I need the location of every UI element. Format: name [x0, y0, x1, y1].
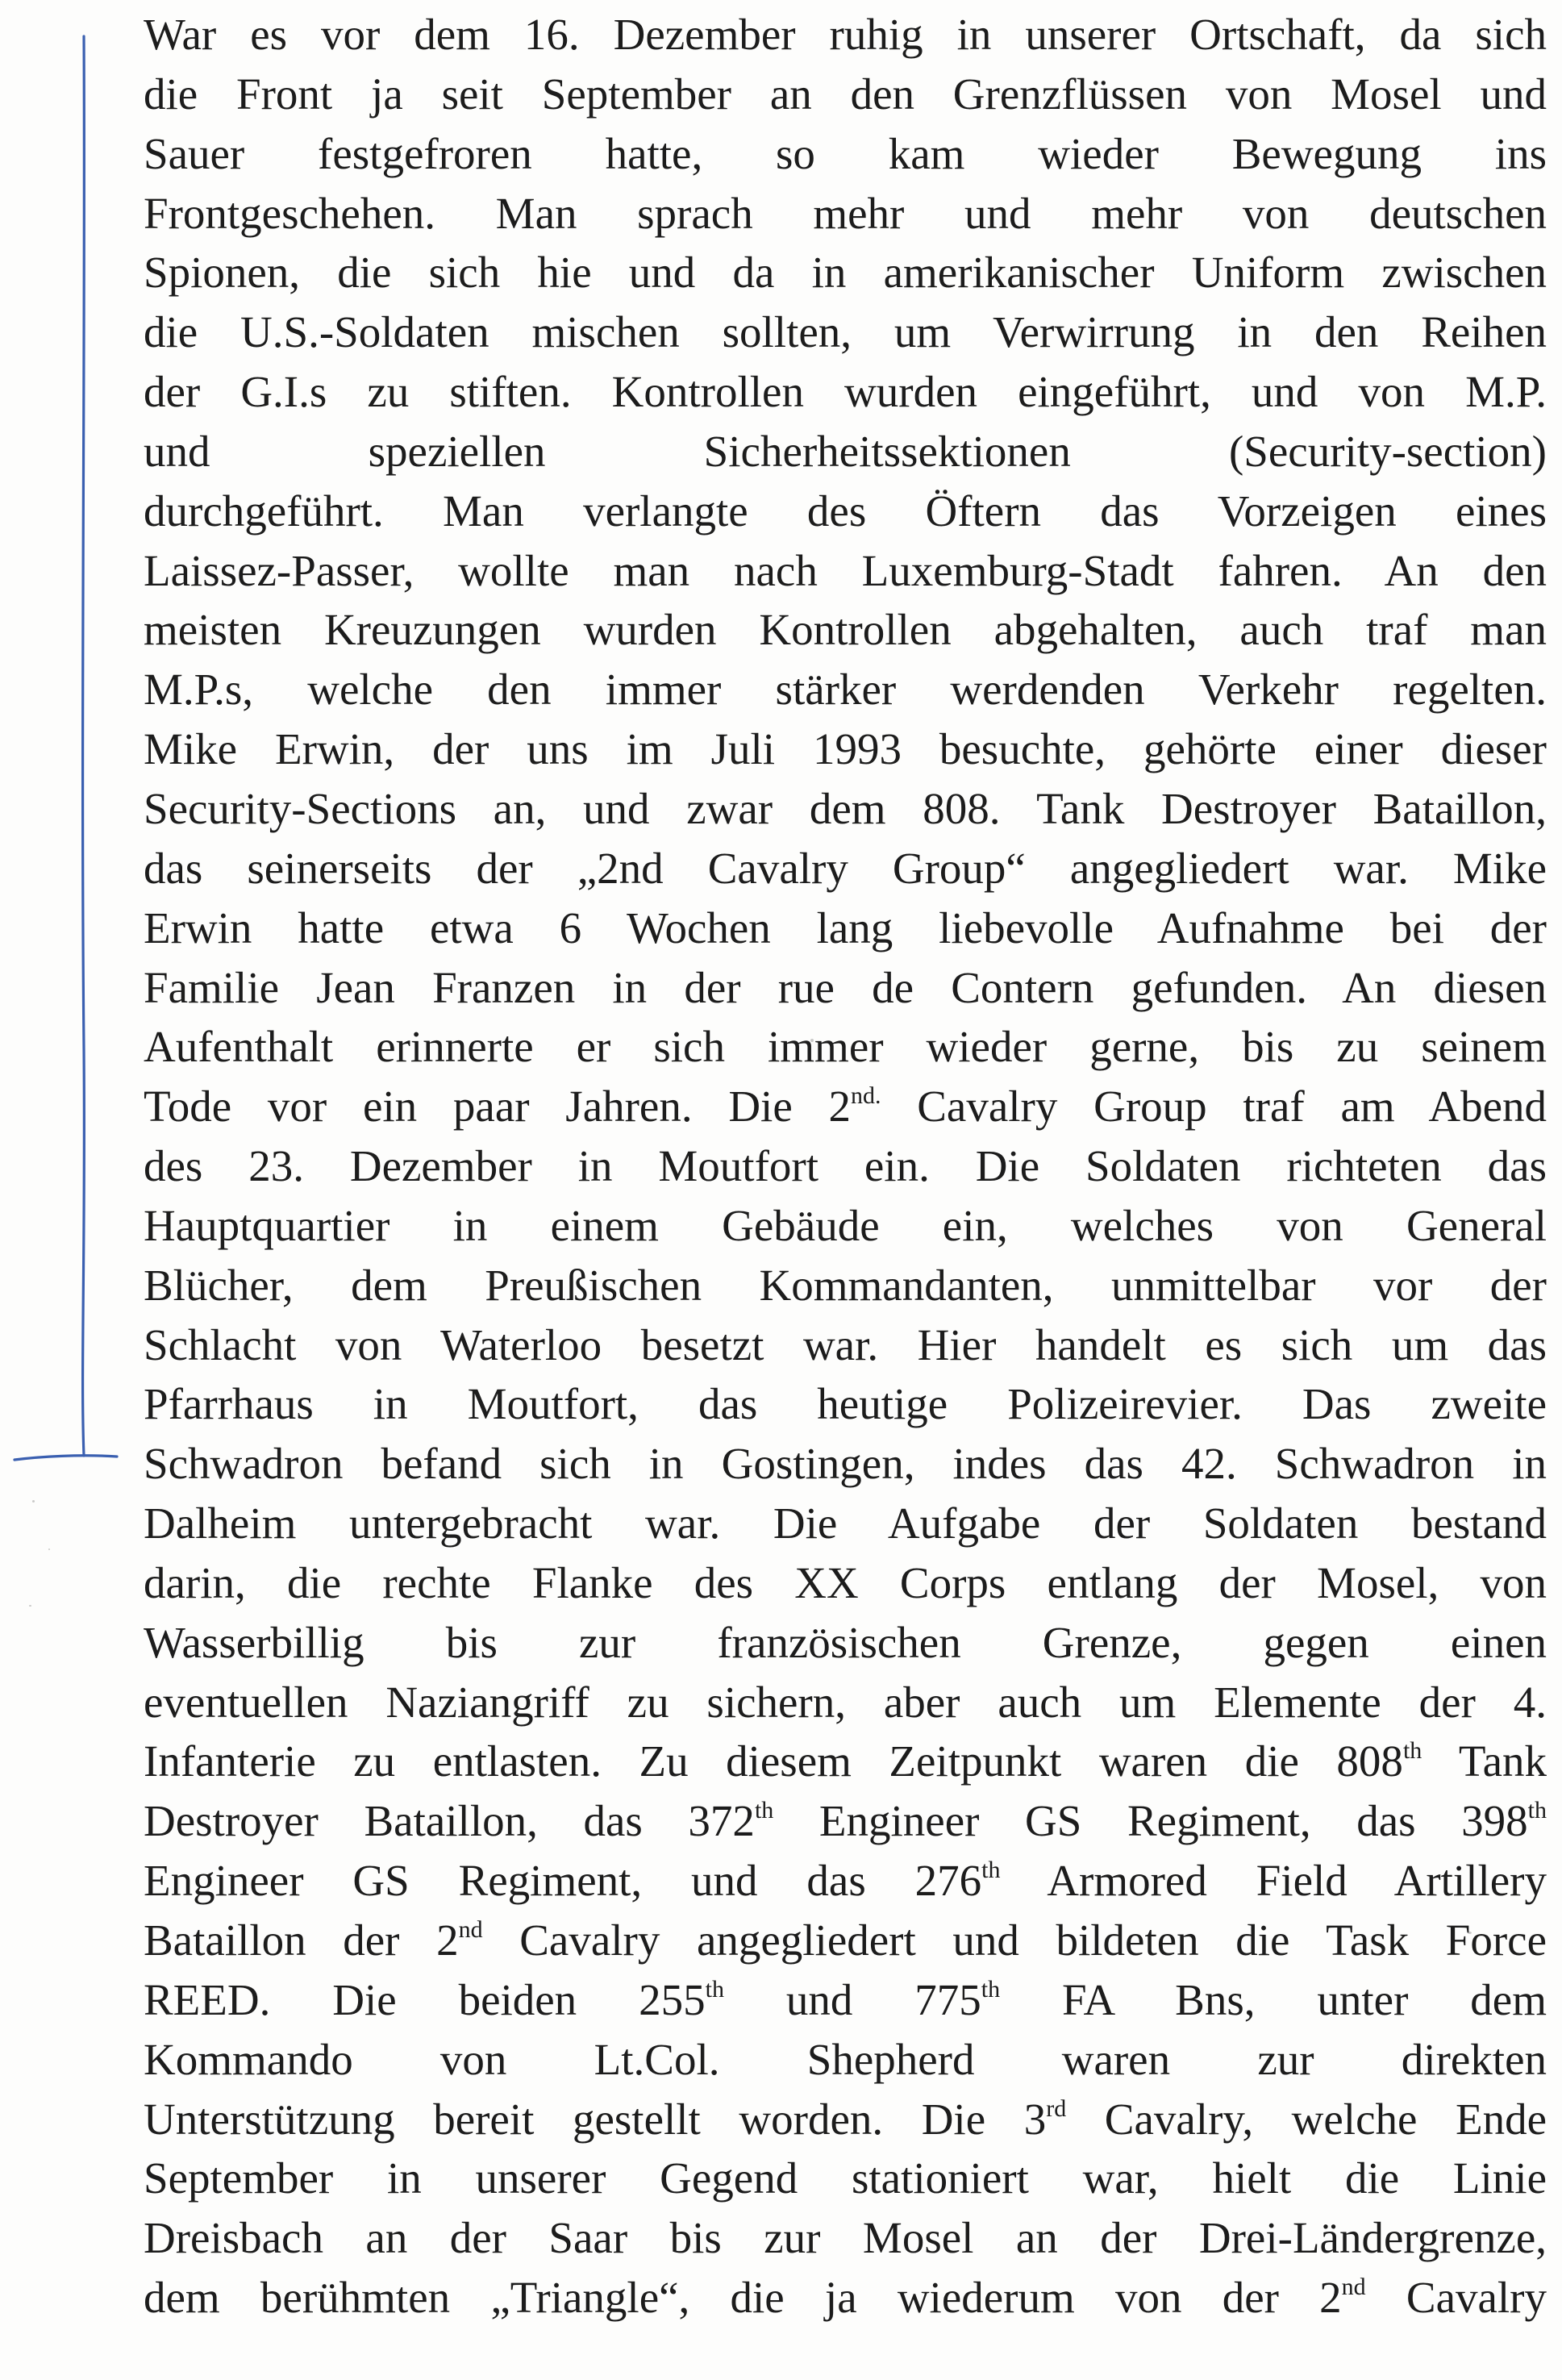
text-segment: Cavalry angegliedert und bildeten die Task Force [482, 1915, 1547, 1965]
text-segment: Hauptquartier in einem Gebäude ein, welches von General [144, 1200, 1547, 1250]
text-line [144, 898, 1547, 958]
text-line [144, 1315, 1547, 1375]
ordinal-superscript: th [981, 1857, 1001, 1884]
text-segment: Armored Field Artillery [1000, 1856, 1547, 1906]
text-segment: Cavalry [1365, 2273, 1547, 2323]
text-segment: Tode vor ein paar Jahren. Die 2 [144, 1082, 851, 1132]
margin-pen-mark [0, 0, 161, 2380]
text-line [144, 5, 1547, 65]
text-segment: das seinerseits der „2nd Cavalry Group“ angegliedert war. Mike [144, 843, 1547, 893]
text-segment: Pfarrhaus in Moutfort, das heutige Polizeirevier. Das zweite [144, 1379, 1547, 1429]
ordinal-superscript: nd [1341, 2274, 1366, 2301]
text-segment: meisten Kreuzungen wurden Kontrollen abgehalten, auch traf man [144, 605, 1547, 655]
text-line [144, 1017, 1547, 1077]
text-line [144, 184, 1547, 244]
text-line [144, 1911, 1547, 1970]
text-segment: die U.S.-Soldaten mischen sollten, um Verwirrung in den Reihen [144, 307, 1547, 357]
text-segment: Sauer festgefroren hatte, so kam wieder Bewegung ins [144, 128, 1547, 178]
ordinal-superscript: nd [458, 1916, 483, 1943]
text-line [144, 243, 1547, 302]
text-line [144, 541, 1547, 601]
text-segment: Erwin hatte etwa 6 Wochen lang liebevolle Aufnahme bei der [144, 902, 1547, 952]
text-line [144, 1732, 1547, 1791]
ordinal-superscript: th [981, 1975, 1001, 2003]
ordinal-superscript: rd [1046, 2094, 1067, 2122]
text-line [144, 1196, 1547, 1256]
text-segment: Aufenthalt erinnerte er sich immer wieder gerne, bis zu seinem [144, 1022, 1547, 1072]
text-line [144, 124, 1547, 184]
text-segment: der G.I.s zu stiften. Kontrollen wurden eingeführt, und von M.P. [144, 367, 1547, 417]
text-segment: Engineer GS Regiment, das 398 [773, 1796, 1528, 1846]
text-line [144, 362, 1547, 422]
text-line [144, 422, 1547, 481]
text-segment: Wasserbillig bis zur französischen Grenze, gegen einen [144, 1617, 1547, 1667]
ordinal-superscript: th [1402, 1737, 1422, 1765]
text-segment: Engineer GS Regiment, und das 276 [144, 1856, 982, 1906]
text-line [144, 1673, 1547, 1732]
text-line [144, 1494, 1547, 1553]
text-segment: FA Bns, unter dem [1000, 1974, 1547, 2024]
text-line [144, 302, 1547, 362]
text-line [144, 1136, 1547, 1196]
text-segment: eventuellen Naziangriff zu sichern, aber auch um Elemente der 4. [144, 1677, 1547, 1727]
text-line [144, 958, 1547, 1018]
text-segment: Dreisbach an der Saar bis zur Mosel an der Drei-Ländergrenze, [144, 2213, 1547, 2263]
text-segment: Schwadron befand sich in Gostingen, indes das 42. Schwadron in [144, 1439, 1547, 1489]
text-line [144, 779, 1547, 839]
text-segment: durchgeführt. Man verlangte des Öftern das Vorzeigen eines [144, 486, 1547, 536]
ordinal-superscript: th [705, 1975, 724, 2003]
text-segment: Schlacht von Waterloo besetzt war. Hier handelt es sich um das [144, 1319, 1547, 1369]
text-line [144, 600, 1547, 660]
text-line [144, 65, 1547, 124]
text-line [144, 2208, 1547, 2268]
text-segment: und speziellen Sicherheitssektionen (Security-section) [144, 426, 1547, 476]
text-segment: dem berühmten „Triangle“, die ja wiederum von der 2 [144, 2273, 1342, 2323]
text-segment: REED. Die beiden 255 [144, 1974, 706, 2024]
text-segment: Mike Erwin, der uns im Juli 1993 besuchte, gehörte einer dieser [144, 724, 1547, 774]
text-segment: Kommando von Lt.Col. Shepherd waren zur direkten [144, 2034, 1547, 2084]
text-segment: die Front ja seit September an den Grenzflüssen von Mosel und [144, 69, 1547, 119]
ordinal-superscript: nd. [851, 1082, 881, 1110]
text-segment: des 23. Dezember in Moutfort ein. Die Soldaten richteten das [144, 1141, 1547, 1191]
text-segment: Dalheim untergebracht war. Die Aufgabe der Soldaten bestand [144, 1498, 1547, 1548]
text-segment: Cavalry, welche Ende [1066, 2094, 1547, 2144]
ordinal-superscript: th [1527, 1797, 1547, 1824]
text-segment: und 775 [723, 1974, 981, 2024]
text-segment: M.P.s, welche den immer stärker werdenden Verkehr regelten. [144, 665, 1547, 715]
text-segment: Spionen, die sich hie und da in amerikanischer Uniform zwischen [144, 248, 1547, 298]
text-line [144, 2090, 1547, 2149]
text-line [144, 660, 1547, 719]
text-segment: darin, die rechte Flanke des XX Corps entlang der Mosel, von [144, 1557, 1547, 1607]
text-segment: Familie Jean Franzen in der rue de Contern gefunden. An diesen [144, 962, 1547, 1012]
text-segment: Blücher, dem Preußischen Kommandanten, unmittelbar vor der [144, 1260, 1547, 1310]
text-segment: War es vor dem 16. Dezember ruhig in unserer Ortschaft, da sich [144, 10, 1547, 59]
text-segment: Frontgeschehen. Man sprach mehr und mehr von deutschen [144, 188, 1547, 238]
text-line [144, 1256, 1547, 1315]
text-line [144, 2268, 1547, 2328]
text-line [144, 1613, 1547, 1673]
text-line [144, 1374, 1547, 1434]
text-line [144, 2149, 1547, 2208]
text-line [144, 1791, 1547, 1851]
text-line [144, 481, 1547, 541]
text-segment: Security-Sections an, und zwar dem 808. Tank Destroyer Bataillon, [144, 783, 1547, 833]
text-segment: Cavalry Group traf am Abend [881, 1082, 1547, 1132]
body-text [144, 5, 1547, 2328]
text-segment: Bataillon der 2 [144, 1915, 459, 1965]
ordinal-superscript: th [754, 1797, 774, 1824]
text-line [144, 1851, 1547, 1911]
text-line [144, 1077, 1547, 1136]
text-segment: Infanterie zu entlasten. Zu diesem Zeitpunkt waren die 808 [144, 1736, 1403, 1786]
text-segment: Unterstützung bereit gestellt worden. Die 3 [144, 2094, 1047, 2144]
text-line [144, 2030, 1547, 2090]
text-line [144, 1434, 1547, 1494]
text-segment: Laissez-Passer, wollte man nach Luxemburg-Stadt fahren. An den [144, 545, 1547, 595]
text-line [144, 839, 1547, 898]
text-line [144, 1553, 1547, 1613]
text-segment: Destroyer Bataillon, das 372 [144, 1796, 755, 1846]
text-segment: Tank [1422, 1736, 1547, 1786]
text-line [144, 719, 1547, 779]
text-line [144, 1970, 1547, 2030]
text-segment: September in unserer Gegend stationiert war, hielt die Linie [144, 2153, 1547, 2203]
